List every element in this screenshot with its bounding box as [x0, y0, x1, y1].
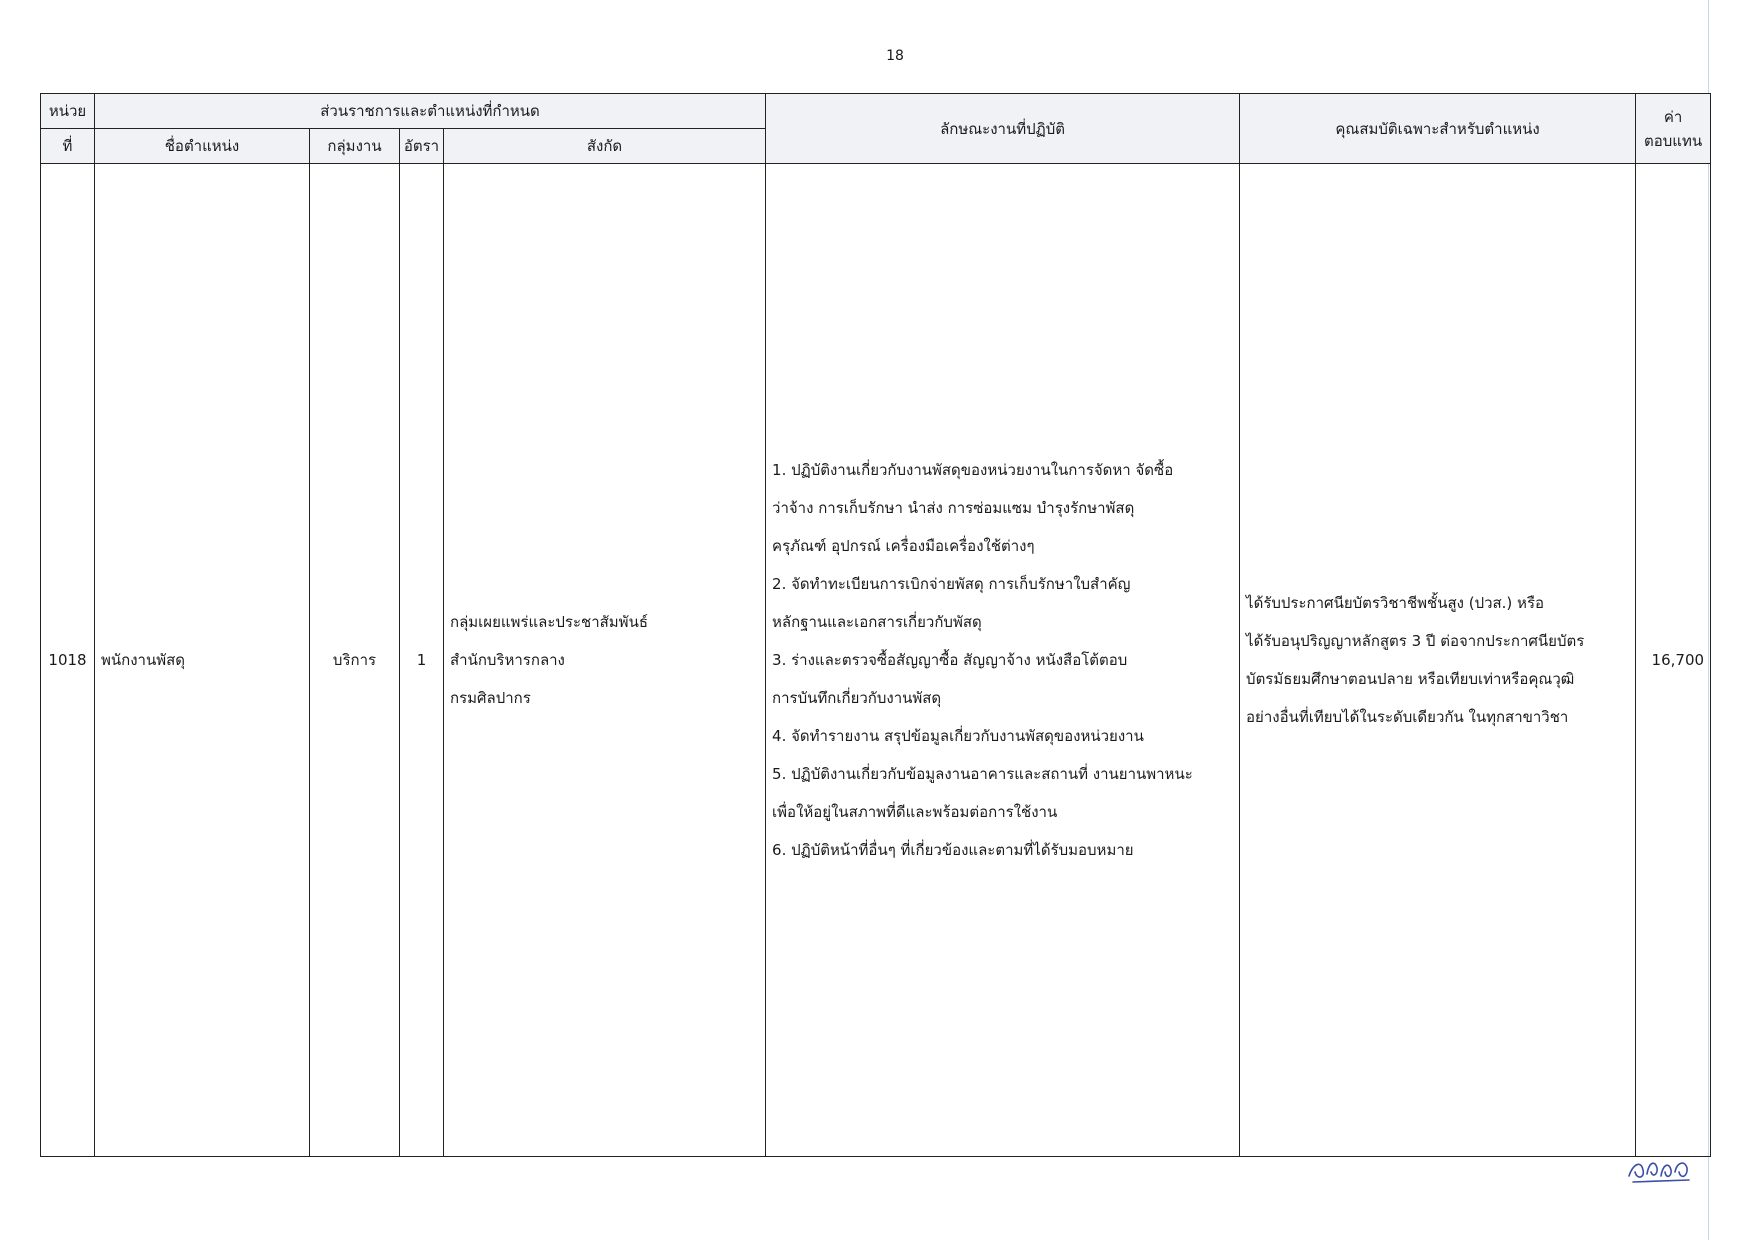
header-unit-bottom: ที่: [41, 129, 95, 164]
job-description-line: 1. ปฏิบัติงานเกี่ยวกับงานพัสดุของหน่วยงานในการจัดหา จัดซื้อ: [772, 461, 1174, 479]
table-row: [41, 164, 1711, 1157]
job-description-line: 5. ปฏิบัติงานเกี่ยวกับข้อมูลงานอาคารและสถานที่ งานยานพาหนะ: [772, 765, 1193, 783]
job-description-line: เพื่อให้อยู่ในสภาพที่ดีและพร้อมต่อการใช้งาน: [772, 803, 1058, 821]
job-description-line: 4. จัดทำรายงาน สรุปข้อมูลเกี่ยวกับงานพัสดุของหน่วยงาน: [772, 727, 1144, 745]
qualification-line: ได้รับอนุปริญญาหลักสูตร 3 ปี ต่อจากประกาศนียบัตร: [1246, 632, 1585, 650]
header-compensation: ค่าตอบแทน: [1636, 94, 1711, 164]
job-description-line: 3. ร่างและตรวจซื้อสัญญาซื้อ สัญญาจ้าง หนังสือโต้ตอบ: [772, 651, 1128, 669]
cell-unit-no: [41, 164, 95, 1157]
position-table: [40, 93, 1711, 1157]
qualification-line: อย่างอื่นที่เทียบได้ในระดับเดียวกัน ในทุกสาขาวิชา: [1246, 708, 1569, 726]
affiliation-line: สำนักบริหารกลาง: [450, 651, 565, 669]
affiliation-line: กลุ่มเผยแพร่และประชาสัมพันธ์: [450, 613, 648, 631]
work-group: บริการ: [332, 651, 377, 669]
compensation-amount: 16,700: [1651, 651, 1705, 669]
qualification-line: บัตรมัธยมศึกษาตอนปลาย หรือเทียบเท่าหรือคุณวุฒิ: [1246, 670, 1575, 688]
page-number: 18: [886, 48, 904, 64]
handwritten-signature: [1625, 1150, 1695, 1186]
qualification-line: ได้รับประกาศนียบัตรวิชาชีพชั้นสูง (ปวส.) หรือ: [1246, 594, 1545, 612]
job-description-line: 6. ปฏิบัติหน้าที่อื่นๆ ที่เกี่ยวข้องและตามที่ได้รับมอบหมาย: [772, 841, 1134, 859]
header-position-name: ชื่อตำแหน่ง: [95, 129, 310, 164]
header-work-group: กลุ่มงาน: [310, 129, 400, 164]
header-job-description: ลักษณะงานที่ปฏิบัติ: [766, 94, 1240, 164]
cell-rate: [400, 164, 444, 1157]
cell-work-group: [310, 164, 400, 1157]
cell-affiliation: [444, 164, 766, 1157]
job-description-line: 2. จัดทำทะเบียนการเบิกจ่ายพัสดุ การเก็บรักษาใบสำคัญ: [772, 575, 1131, 593]
job-description-line: ครุภัณฑ์ อุปกรณ์ เครื่องมือเครื่องใช้ต่างๆ: [772, 537, 1035, 555]
cell-qualifications: [1240, 164, 1636, 1157]
header-rate: อัตรา: [400, 129, 444, 164]
affiliation-line: กรมศิลปากร: [450, 689, 531, 707]
cell-compensation: [1636, 164, 1711, 1157]
rate: 1: [416, 651, 427, 669]
position-name: พนักงานพัสดุ: [101, 651, 186, 669]
job-description-line: หลักฐานและเอกสารเกี่ยวกับพัสดุ: [772, 613, 982, 631]
position-table-sheet: [40, 93, 1710, 1157]
cell-position-name: [95, 164, 310, 1157]
job-description-line: การบันทึกเกี่ยวกับงานพัสดุ: [772, 689, 942, 707]
header-qualifications: คุณสมบัติเฉพาะสำหรับตำแหน่ง: [1240, 94, 1636, 164]
cell-job-description: [766, 164, 1240, 1157]
header-affiliation: สังกัด: [444, 129, 766, 164]
header-unit-top: หน่วย: [41, 94, 95, 129]
header-group-title: ส่วนราชการและตำแหน่งที่กำหนด: [95, 94, 766, 129]
unit-number: 1018: [48, 651, 87, 669]
job-description-line: ว่าจ้าง การเก็บรักษา นำส่ง การซ่อมแซม บำรุงรักษาพัสดุ: [772, 499, 1135, 517]
